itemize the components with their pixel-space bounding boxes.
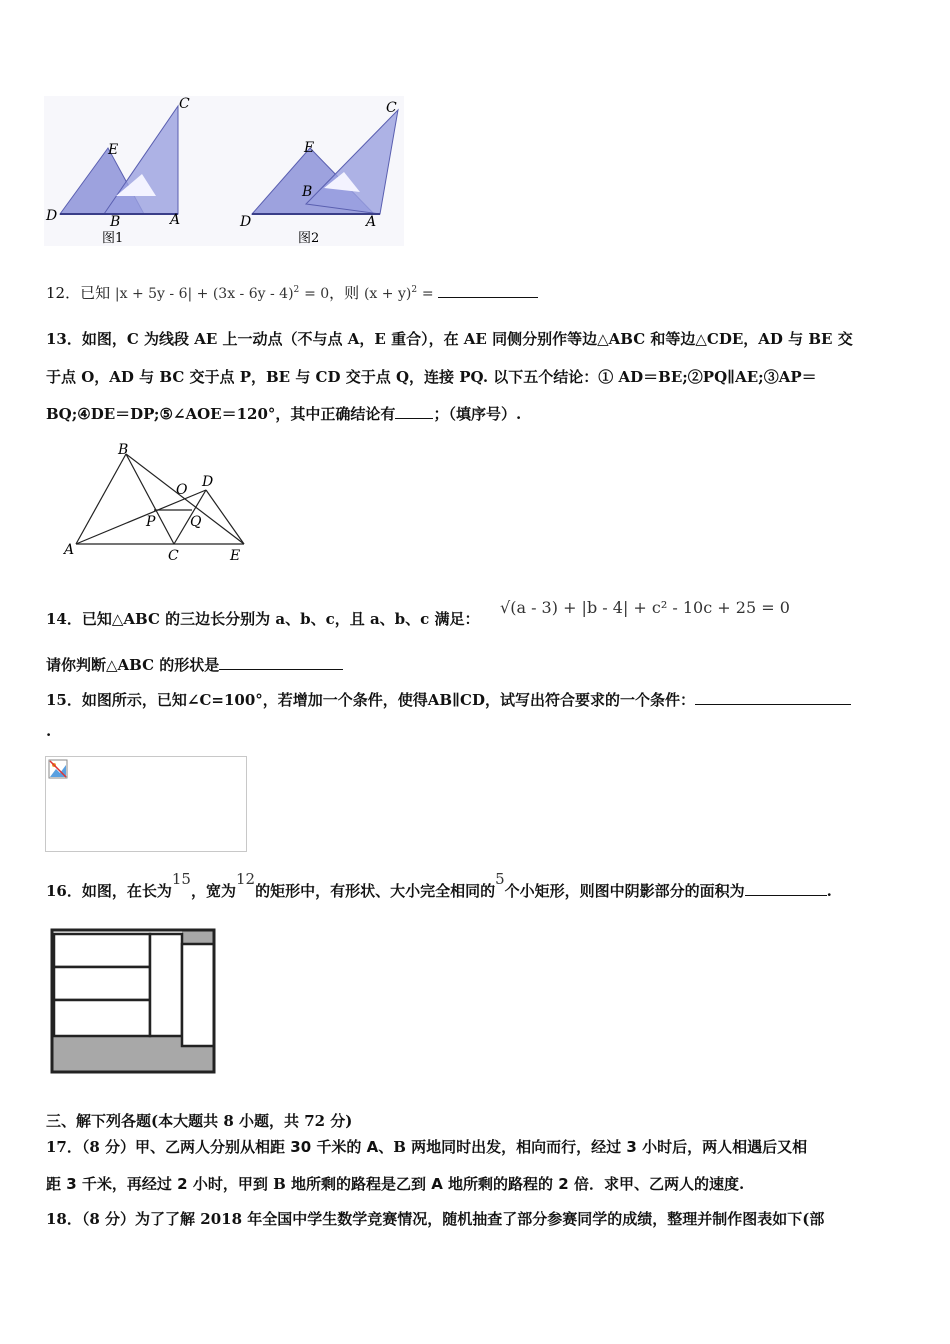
q17-l2a: 距 (46, 1175, 62, 1193)
q12-exp2: 2 (411, 285, 418, 295)
q17-l2c: 千米，再经过 (81, 1175, 172, 1193)
q16-part3: 的矩形中，有形状、大小完全相同的 (255, 882, 496, 900)
q17-l1f: 3 (626, 1138, 637, 1156)
fig1-caption: 图1 (102, 231, 124, 246)
q13-label-Q: Q (190, 514, 202, 530)
q14-line2 (46, 654, 343, 675)
fig2-label-B: B (302, 184, 313, 200)
q17-l1a: 17．（8 分）甲、乙两人分别从相距 (46, 1138, 286, 1156)
question-12 (46, 282, 538, 303)
fig2-caption: 图2 (298, 231, 320, 246)
q13-line3-tail: ；（填序号）. (433, 405, 522, 423)
fig1-label-B: B (110, 214, 121, 230)
q15-line (46, 689, 851, 710)
q15-text: 15．如图所示，已知∠C=100°，若增加一个条件，使得AB∥CD，试写出符合要求的一个条件： (46, 691, 695, 709)
q12-expr2: (x + y) (363, 286, 412, 302)
q16-answer-blank[interactable] (745, 881, 827, 896)
q17-l2g: 地所剩的路程的 (448, 1175, 554, 1193)
q17-l2h: 2 (558, 1175, 569, 1193)
q12-answer-blank[interactable] (438, 283, 538, 298)
q16-part2: ，宽为 (190, 882, 236, 900)
q13-line3-text: BQ;④DE＝DP;⑤∠AOE＝120°，其中正确结论有 (46, 405, 396, 423)
q17-l1e: 、B 两地同时出发，相向而行，经过 (378, 1138, 622, 1156)
q16-part4: 个小矩形，则图中阴影部分的面积为 (504, 882, 745, 900)
fig1-label-A: A (170, 212, 181, 228)
q14-line2-text: 请你判断△ABC 的形状是 (46, 656, 220, 674)
section-3-title: 三、解下列各题(本大题共 8 小题，共 72 分) (46, 1112, 353, 1130)
q12-eq2: = (421, 286, 434, 302)
q12-exp1: 2 (293, 285, 300, 295)
q13-line1: 13．如图，C 为线段 AE 上一动点（不与点 A，E 重合），在 AE 同侧分别作等边△ABC 和等边△CDE，AD 与 BE 交 (46, 330, 853, 348)
q17-l2f: A (431, 1175, 443, 1193)
q13-label-C: C (168, 548, 179, 564)
q12-mid: ，则 (329, 284, 360, 302)
q12-eq1: = 0 (304, 286, 330, 302)
q17-l2d: 2 (177, 1175, 188, 1193)
q13-line3 (46, 403, 521, 424)
fig1-label-C: C (179, 96, 190, 112)
q14-answer-blank[interactable] (219, 655, 343, 670)
fig2-label-C: C (386, 100, 397, 116)
q14-expression: √(a - 3) + |b - 4| + c² - 10c + 25 = 0 (500, 598, 790, 617)
q17-l1b: 30 (290, 1138, 312, 1156)
q17-l1g: 小时后，两人相遇后又相 (642, 1138, 808, 1156)
q13-label-D: D (202, 474, 214, 490)
q16-part1: 16．如图，在长为 (46, 882, 172, 900)
q17-line1 (46, 1136, 807, 1157)
q14-text: 14．已知△ABC 的三边长分别为 a、b、c，且 a、b、c 满足： (46, 610, 480, 628)
q17-l2b: 3 (66, 1175, 77, 1193)
q12-number: 12．已知 (46, 284, 111, 302)
q13-label-A: A (64, 542, 75, 558)
q13-answer-blank[interactable] (395, 404, 433, 419)
q13-label-P: P (146, 514, 156, 530)
q15-tail: . (46, 722, 52, 740)
fig2-label-A: A (366, 214, 377, 230)
q13-label-O: O (176, 482, 188, 498)
triangle-ruler-figure (44, 96, 404, 246)
fig2-label-E: E (304, 140, 315, 156)
fig1-label-D: D (46, 208, 58, 224)
q15-answer-blank[interactable] (695, 690, 851, 705)
q16-length: 15 (171, 870, 191, 888)
q16-width: 12 (235, 870, 256, 888)
q13-geometry-figure (58, 440, 258, 566)
q17-l1c: 千米的 (316, 1138, 362, 1156)
q16-rectangle-figure (48, 926, 218, 1076)
q17-l2i: 倍．求甲、乙两人的速度. (573, 1175, 745, 1193)
q13-label-E: E (230, 548, 241, 564)
q18-line1: 18．（8 分）为了了解 2018 年全国中学生数学竞赛情况，随机抽查了部分参赛同学的成绩，整理并制作图表如下(部 (46, 1210, 825, 1228)
q17-l2e: 小时，甲到 B 地所剩的路程是乙到 (192, 1175, 426, 1193)
q15-broken-image (45, 756, 247, 852)
fig1-label-E: E (108, 142, 119, 158)
question-16 (46, 870, 832, 901)
q13-line2: 于点 O，AD 与 BC 交于点 P，BE 与 CD 交于点 Q，连接 PQ. 以下五个结论：① AD＝BE;②PQ∥AE;③AP＝ (46, 368, 817, 386)
q16-end: . (826, 882, 832, 900)
q13-label-B: B (118, 442, 129, 458)
broken-image-icon (48, 759, 68, 779)
q17-line2 (46, 1173, 744, 1194)
q17-l1d: A (366, 1138, 379, 1156)
fig2-label-D: D (240, 214, 252, 230)
q12-expr1: |x + 5y - 6| + (3x - 6y - 4) (114, 286, 294, 302)
q16-count: 5 (495, 870, 505, 888)
